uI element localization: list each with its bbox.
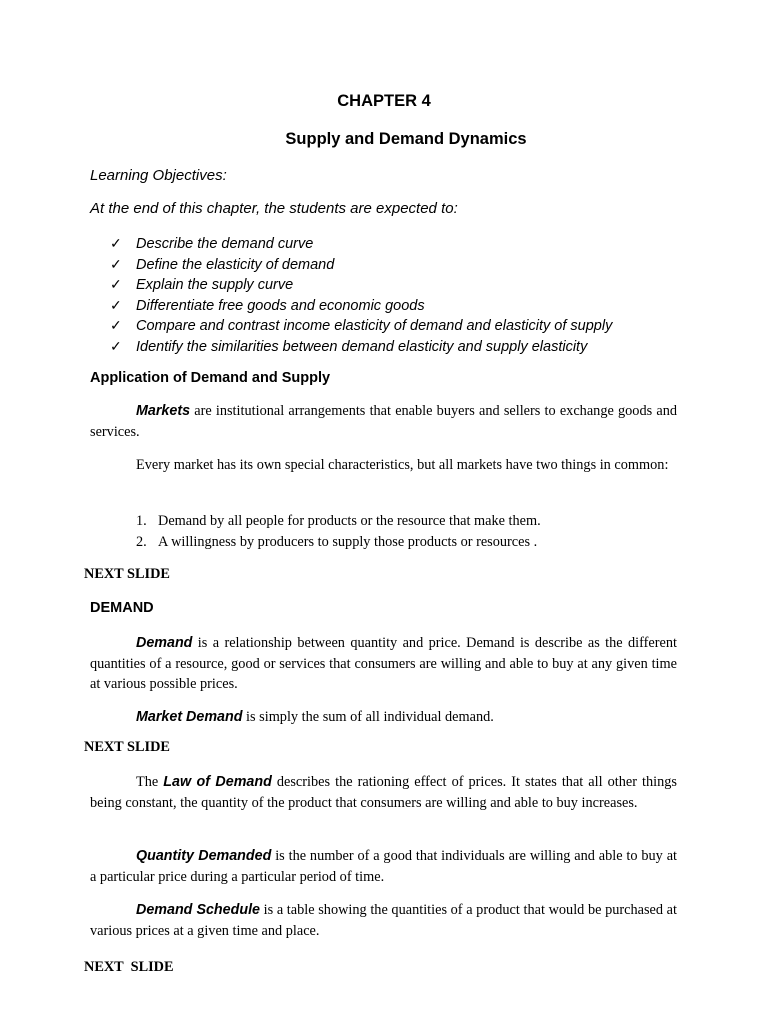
- chapter-number: CHAPTER 4: [337, 92, 431, 110]
- objective-item: [110, 233, 612, 254]
- learning-objectives-label: Learning Objectives:: [90, 167, 227, 184]
- demand-schedule-term: Demand Schedule: [136, 902, 261, 918]
- checkmark-icon: ✓: [110, 235, 122, 251]
- next-slide-marker: NEXT SLIDE: [84, 739, 170, 755]
- checkmark-icon: ✓: [110, 337, 122, 354]
- objective-text: Define the elasticity of demand: [136, 256, 335, 273]
- objective-item: [110, 336, 612, 357]
- checkmark-icon: ✓: [110, 296, 122, 313]
- market-demand-term: Market Demand: [136, 709, 243, 725]
- demand-schedule-paragraph: [90, 900, 677, 941]
- every-market-paragraph: [90, 455, 677, 476]
- objective-text: Compare and contrast income elasticity of demand and elasticity of supply: [136, 318, 613, 335]
- demand-paragraph: [90, 633, 677, 695]
- objective-text: Differentiate free goods and economic goods: [136, 297, 425, 314]
- law-of-demand-term: Law of Demand: [163, 774, 272, 790]
- item-text: A willingness by producers to supply those products or resources .: [158, 533, 538, 550]
- demand-schedule-definition: is a table showing the quantities of a product that would be purchased at various prices at a given time and place.: [90, 902, 677, 939]
- objective-item: [110, 274, 612, 295]
- objective-text: Explain the supply curve: [136, 277, 294, 294]
- section-heading-demand: DEMAND: [90, 600, 154, 616]
- markets-paragraph: [90, 401, 677, 442]
- law-of-demand-paragraph: [90, 772, 677, 813]
- numbered-item: [136, 511, 541, 532]
- quantity-demanded-paragraph: [90, 846, 677, 887]
- objectives-intro: At the end of this chapter, the students are expected to:: [90, 200, 458, 217]
- objective-item: [110, 315, 612, 336]
- market-demand-definition: is simply the sum of all individual demand.: [242, 709, 494, 725]
- section-heading-application: Application of Demand and Supply: [90, 370, 331, 386]
- objective-text: Describe the demand curve: [136, 236, 314, 252]
- quantity-demanded-term: Quantity Demanded: [136, 848, 272, 864]
- chapter-title: Supply and Demand Dynamics: [285, 130, 527, 148]
- objective-text: Identify the similarities between demand elasticity and supply elasticity: [136, 338, 588, 355]
- markets-term: Markets: [136, 403, 191, 419]
- checkmark-icon: ✓: [110, 255, 122, 272]
- demand-term: Demand: [136, 635, 193, 651]
- every-market-text: Every market has its own special characteristics, but all markets have two things in common:: [136, 457, 669, 473]
- objective-item: [110, 254, 612, 275]
- common-things-list: [136, 511, 541, 552]
- objectives-list: [110, 233, 612, 357]
- quantity-demanded-definition: is the number of a good that individuals are willing and able to buy at a particular price during a particular period of time.: [90, 848, 678, 885]
- checkmark-icon: ✓: [110, 317, 122, 334]
- market-demand-paragraph: [90, 707, 677, 728]
- law-of-demand-definition: describes the rationing effect of prices. It states that all other things being constant, the quantity of the product that consumers are willing and able to buy increases.: [90, 774, 677, 811]
- numbered-item: [136, 532, 541, 553]
- next-slide-marker: NEXT SLIDE: [84, 566, 170, 582]
- item-number: 1.: [136, 513, 147, 529]
- objective-item: [110, 295, 612, 316]
- checkmark-icon: ✓: [110, 276, 122, 293]
- demand-definition: is a relationship between quantity and price. Demand is describe as the different quantities of a resource, good or services that consumers are willing and able to buy at any given time at various possible prices.: [90, 635, 677, 692]
- markets-definition: are institutional arrangements that enable buyers and sellers to exchange goods and services.: [90, 403, 677, 440]
- next-slide-marker: NEXT SLIDE: [84, 959, 174, 975]
- item-text: Demand by all people for products or the resource that make them.: [158, 513, 541, 529]
- item-number: 2.: [136, 533, 147, 550]
- law-prefix: The: [136, 774, 164, 790]
